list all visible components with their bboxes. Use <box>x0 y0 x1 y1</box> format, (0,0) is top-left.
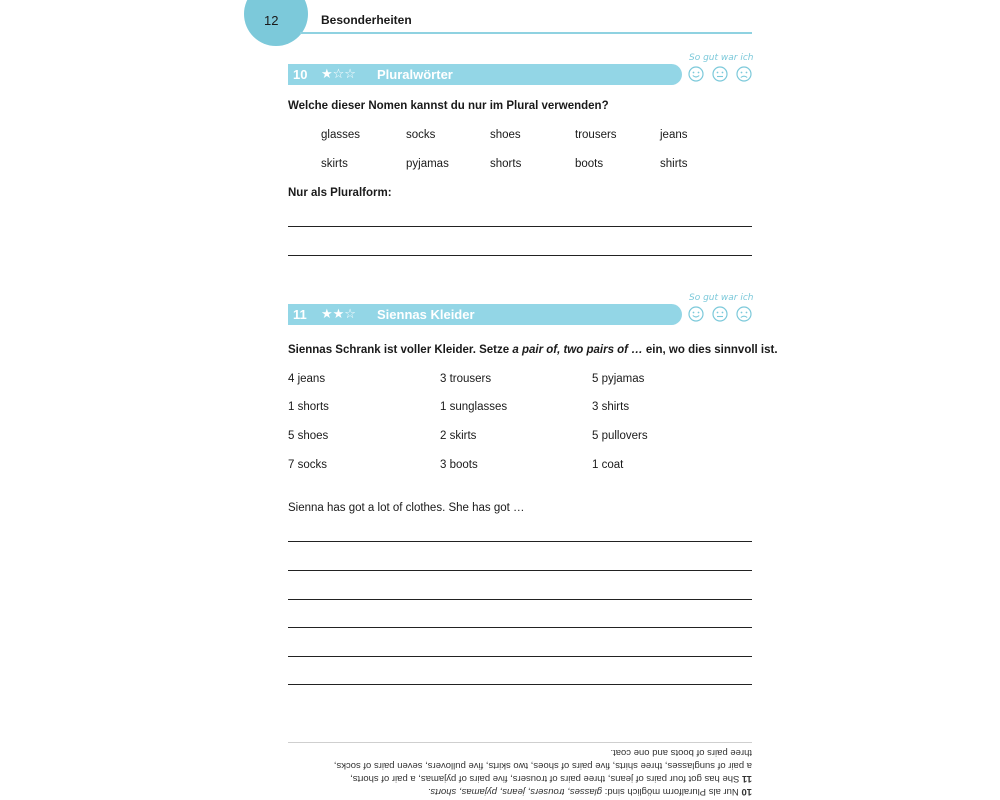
happy-face-icon[interactable] <box>688 306 704 322</box>
answer-line[interactable] <box>288 570 752 571</box>
rating-label: So gut war ich <box>689 293 754 303</box>
answer-line[interactable] <box>288 627 752 628</box>
word-item: shoes <box>490 129 521 141</box>
exercise-11-banner <box>288 304 682 325</box>
rating-label: So gut war ich <box>689 53 754 63</box>
answer-line[interactable] <box>288 656 752 657</box>
instruction-text: Siennas Schrank ist voller Kleider. Setze <box>288 344 513 356</box>
answer-line[interactable] <box>288 255 752 256</box>
self-rating-group <box>688 306 754 324</box>
solution-line: three pairs of boots and one coat. <box>610 747 752 758</box>
word-item: shorts <box>490 158 522 170</box>
word-item: jeans <box>660 129 688 141</box>
difficulty-stars: ★★☆ <box>321 306 356 321</box>
sentence-start: Sienna has got a lot of clothes. She has got … <box>288 502 525 514</box>
solution-block <box>300 748 752 798</box>
solution-line: a pair of sunglasses, three shirts, five pairs of shoes, two skirts, five pullovers, seven pairs of socks, <box>333 760 752 771</box>
happy-face-icon[interactable] <box>688 66 704 82</box>
solution-text: Nur als Pluralform möglich sind: <box>602 786 742 797</box>
exercise-title: Siennas Kleider <box>377 307 475 322</box>
word-item: glasses <box>321 129 360 141</box>
exercise-title: Pluralwörter <box>377 67 453 82</box>
neutral-face-icon[interactable] <box>712 66 728 82</box>
word-item: shirts <box>660 158 688 170</box>
solution-number: 10 <box>741 786 752 797</box>
answer-line[interactable] <box>288 684 752 685</box>
clothing-item: 3 boots <box>440 459 478 471</box>
word-item: pyjamas <box>406 158 449 170</box>
header-rule <box>300 32 752 34</box>
clothing-item: 4 jeans <box>288 373 326 385</box>
self-rating-group <box>688 66 754 84</box>
section-title: Besonderheiten <box>321 13 412 27</box>
exercise-number: 11 <box>293 307 307 322</box>
answer-line[interactable] <box>288 541 752 542</box>
solution-line <box>300 772 752 785</box>
instruction-phrase: a pair of, two pairs of … <box>512 344 646 356</box>
word-item: trousers <box>575 129 617 141</box>
solution-text: She has got four pairs of jeans, three pairs of trousers, five pairs of pyjamas, a pair of shorts, <box>350 773 742 784</box>
clothing-item: 5 shoes <box>288 430 329 442</box>
answer-line[interactable] <box>288 226 752 227</box>
instruction-text: ein, wo dies sinnvoll ist. <box>645 344 778 356</box>
answer-line[interactable] <box>288 599 752 600</box>
exercise-number: 10 <box>293 67 308 82</box>
clothing-item: 2 skirts <box>440 430 477 442</box>
difficulty-stars: ★☆☆ <box>321 66 356 81</box>
clothing-item: 5 pullovers <box>592 430 648 442</box>
clothing-item: 5 pyjamas <box>592 373 645 385</box>
answer-label: Nur als Pluralform: <box>288 187 392 199</box>
clothing-item: 1 sunglasses <box>440 401 508 413</box>
clothing-item: 1 shorts <box>288 401 329 413</box>
clothing-item: 7 socks <box>288 459 327 471</box>
solution-number: 11 <box>741 773 752 784</box>
word-item: socks <box>406 129 436 141</box>
exercise-11-instruction <box>288 344 778 356</box>
exercise-10-banner <box>288 64 682 85</box>
exercise-10-question: Welche dieser Nomen kannst du nur im Plural verwenden? <box>288 100 609 112</box>
word-item: skirts <box>321 158 348 170</box>
neutral-face-icon[interactable] <box>712 306 728 322</box>
solution-rule <box>288 742 752 743</box>
solution-text: glasses, trousers, jeans, pyjamas, shorts. <box>427 786 603 797</box>
page-number: 12 <box>264 13 279 28</box>
word-item: boots <box>575 158 604 170</box>
clothing-item: 3 trousers <box>440 373 492 385</box>
clothing-item: 1 coat <box>592 459 624 471</box>
sad-face-icon[interactable] <box>736 306 752 322</box>
sad-face-icon[interactable] <box>736 66 752 82</box>
solution-line <box>300 785 752 798</box>
clothing-item: 3 shirts <box>592 401 630 413</box>
